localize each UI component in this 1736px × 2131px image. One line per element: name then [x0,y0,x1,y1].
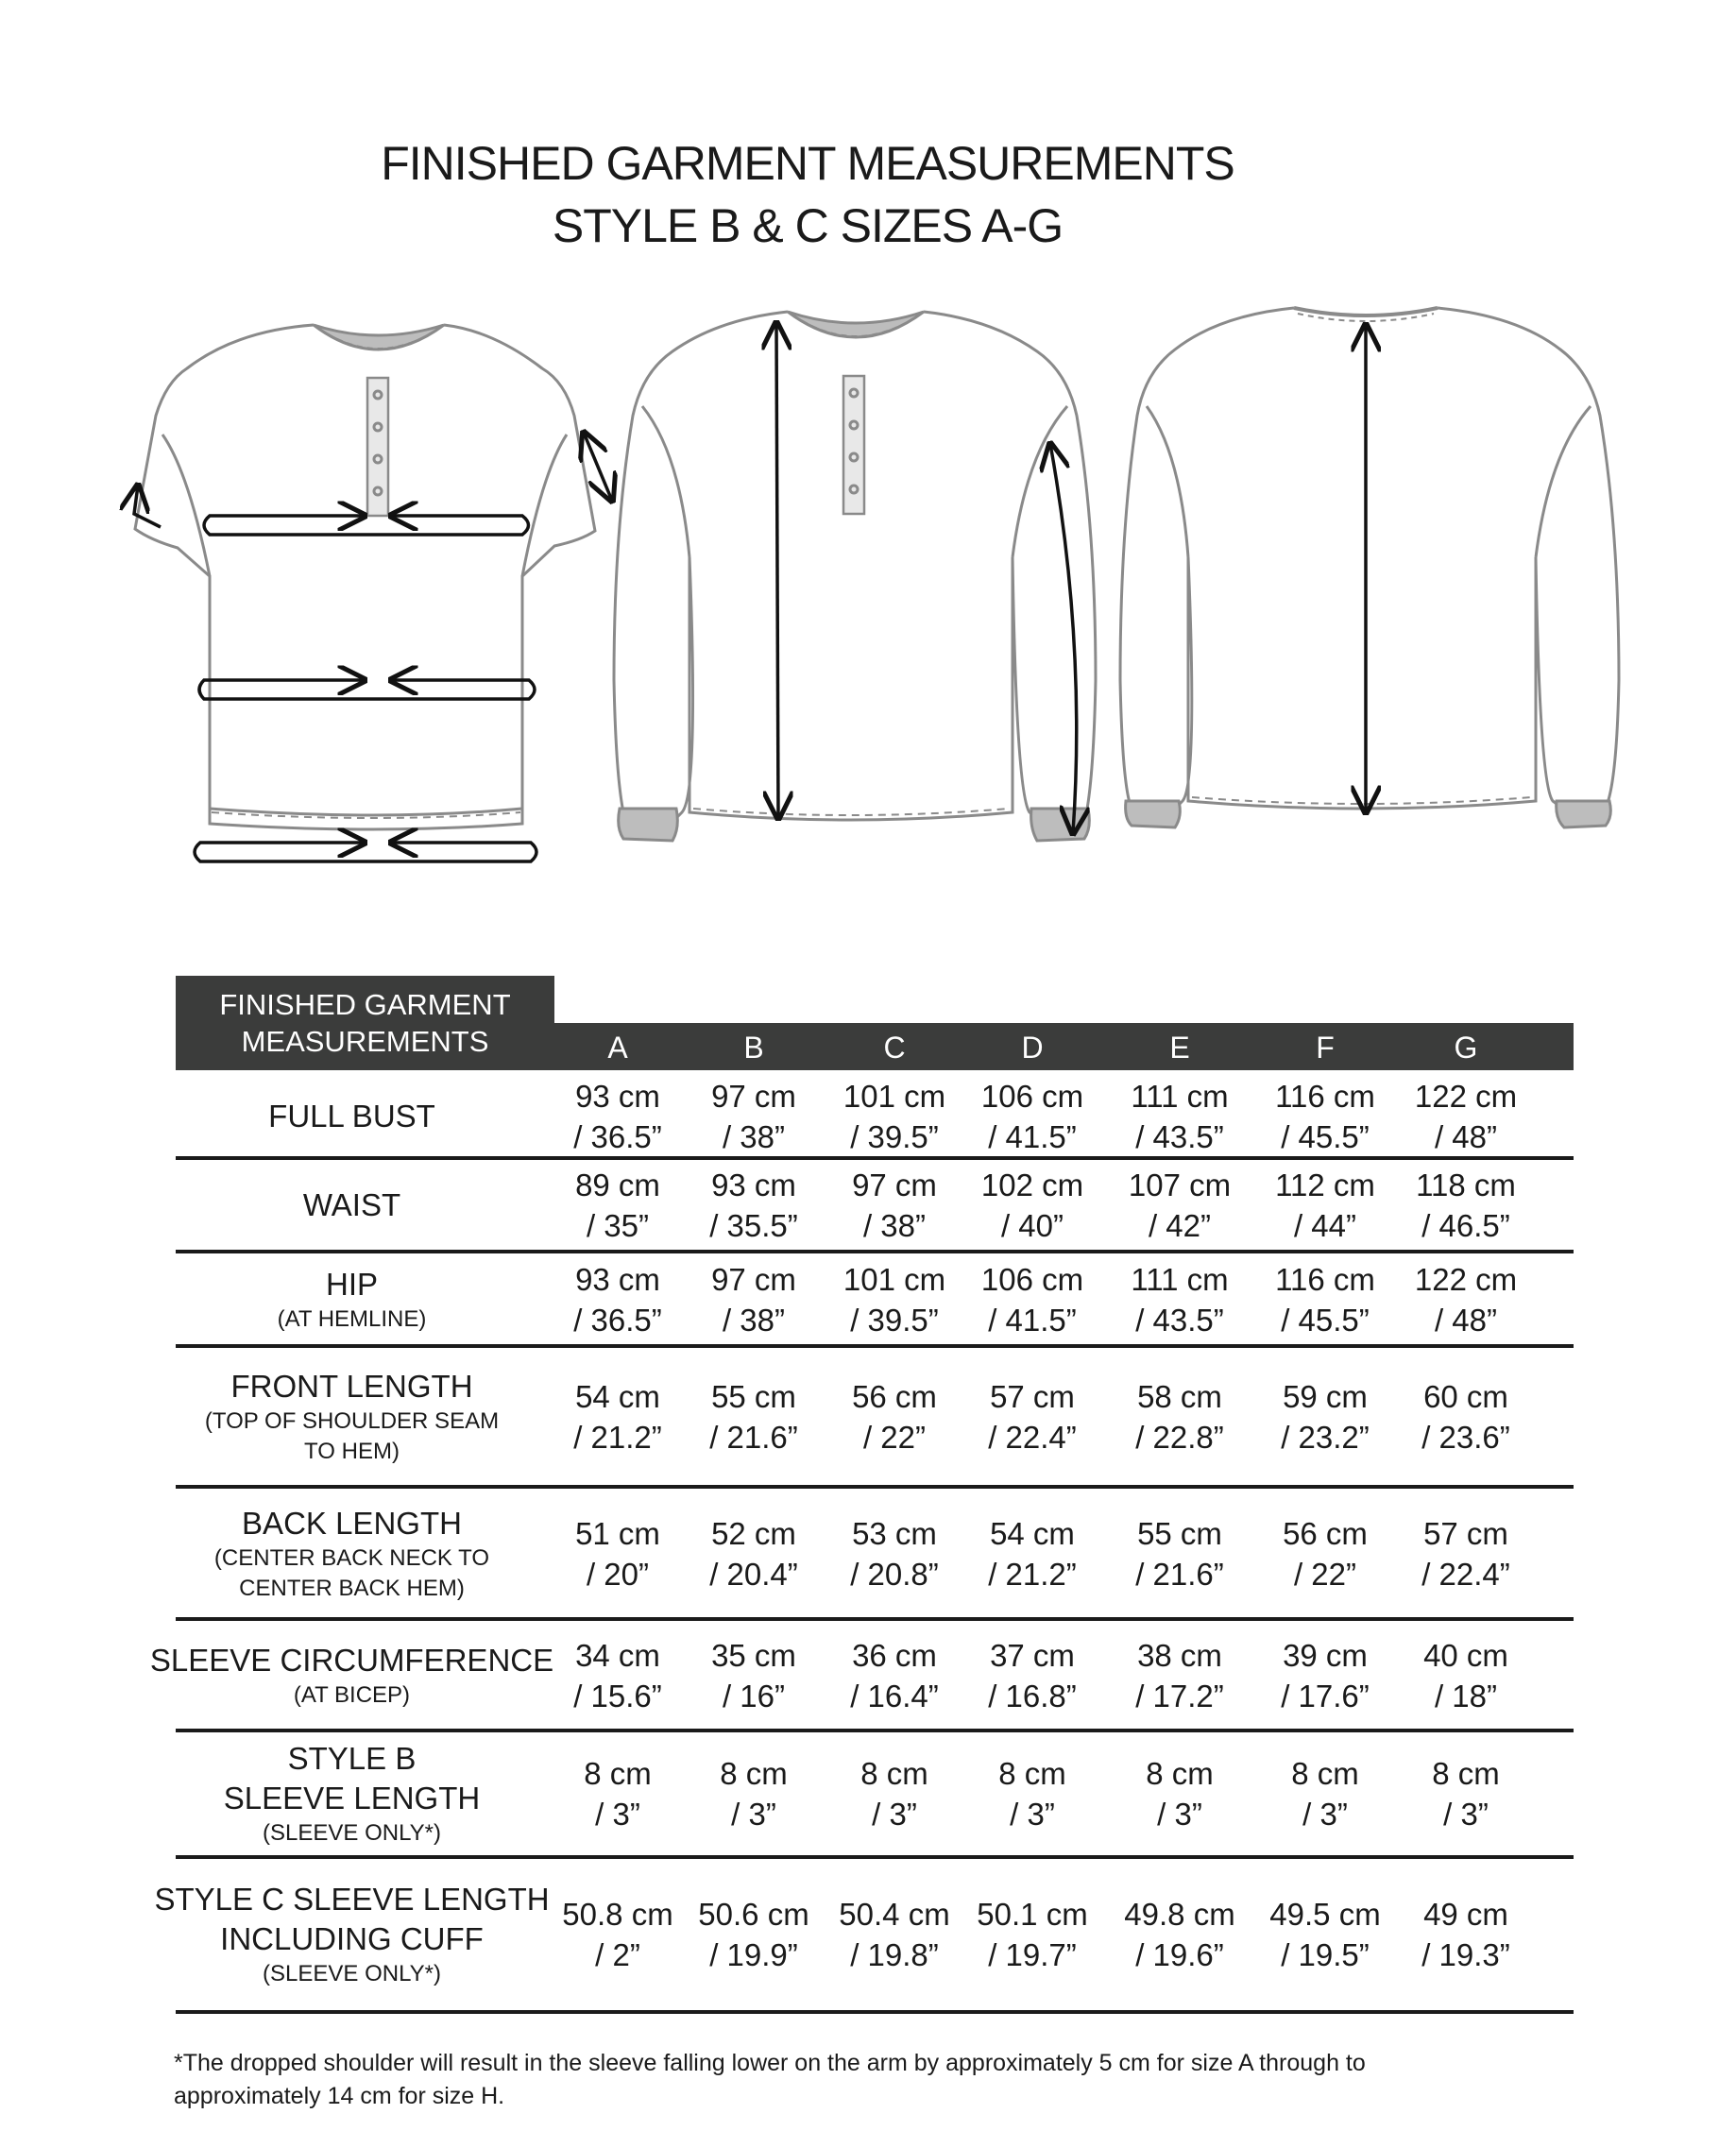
cell-inch: / 19.3” [1421,1937,1510,1972]
measurement-cell [1255,1076,1395,1156]
table-row [149,1622,1574,1729]
measurement-cell [1110,1160,1250,1250]
cell-cm: 93 cm [575,1078,660,1114]
cell-inch: / 19.9” [709,1937,798,1972]
row-label-main: SLEEVE LENGTH [223,1781,481,1816]
cell-cm: 58 cm [1137,1378,1222,1414]
style-c-back-flat [1120,308,1619,827]
cell-cm: 89 cm [575,1167,660,1202]
cell-cm: 8 cm [720,1756,788,1791]
measurement-cell [684,1076,824,1156]
cell-inch: / 46.5” [1421,1207,1510,1243]
cell-cm: 8 cm [998,1756,1066,1791]
cell-inch: / 3” [872,1797,917,1832]
measurement-cell [684,1859,824,2010]
measurement-cell [1396,1160,1536,1250]
cell-cm: 102 cm [980,1167,1084,1202]
cell-cm: 59 cm [1283,1378,1368,1414]
cell-cm: 36 cm [852,1637,937,1673]
cell-cm: 50.8 cm [562,1897,673,1932]
cell-inch: / 21.2” [988,1556,1077,1592]
measurement-cell [1110,1732,1250,1855]
cell-inch: / 36.5” [573,1118,662,1154]
measurement-cell [1110,1076,1250,1156]
cell-cm: 93 cm [711,1167,796,1202]
measurement-cell [1255,1160,1395,1250]
measurement-cell [825,1859,964,2010]
cell-cm: 37 cm [990,1637,1075,1673]
measurement-cell [684,1254,824,1344]
cell-cm: 38 cm [1137,1637,1222,1673]
cell-inch: / 19.8” [850,1937,939,1972]
row-label-sub: (SLEEVE ONLY*) [263,1820,441,1846]
cell-inch: / 20.4” [709,1556,798,1592]
measurement-cell [548,1076,688,1156]
cell-cm: 50.6 cm [698,1897,809,1932]
cell-inch: / 38” [862,1207,927,1243]
row-divider [176,1617,1574,1621]
table-header-label-line-2: MEASUREMENTS [241,1025,489,1058]
cell-inch: / 39.5” [850,1302,939,1338]
cell-cm: 51 cm [575,1515,660,1551]
row-label-main: WAIST [302,1186,401,1222]
cell-inch: / 20” [586,1556,650,1592]
cell-inch: / 48” [1434,1118,1498,1154]
cell-cm: 101 cm [842,1078,946,1114]
measurement-cell [825,1076,964,1156]
cell-inch: / 17.2” [1135,1678,1224,1713]
measurement-cell [962,1732,1102,1855]
measurement-cell [825,1490,964,1617]
cell-inch: / 19.7” [988,1937,1077,1972]
row-label-sub: (TOP OF SHOULDER SEAM [204,1407,500,1434]
table-header-label-line-1: FINISHED GARMENT [219,988,511,1021]
row-label-sub: (SLEEVE ONLY*) [263,1961,441,1986]
table-row [176,1490,1574,1617]
page-title [0,132,1615,257]
cell-inch: / 18” [1434,1678,1498,1713]
cell-inch: / 41.5” [988,1302,1077,1338]
cell-inch: / 23.6” [1421,1419,1510,1455]
cell-inch: / 2” [595,1937,640,1972]
cell-cm: 54 cm [990,1515,1075,1551]
style-c-measure-arrows [776,323,1077,833]
row-label [149,1622,554,1729]
measurement-cell [825,1622,964,1729]
cell-inch: / 20.8” [850,1556,939,1592]
row-label [154,1859,550,2010]
cell-inch: / 3” [1010,1797,1055,1832]
cell-inch: / 40” [1000,1207,1064,1243]
table-header-label [176,976,554,1070]
cell-inch: / 3” [595,1797,640,1832]
measurement-cell [1396,1859,1536,2010]
row-label-sub: (AT HEMLINE) [277,1305,427,1332]
table-row [176,1348,1574,1485]
table-row [154,1859,1574,2010]
measurement-cell [684,1348,824,1485]
measurement-cell [548,1732,688,1855]
measurement-cell [962,1490,1102,1617]
table-row [176,1732,1574,1855]
cell-cm: 8 cm [1146,1756,1214,1791]
cell-cm: 106 cm [980,1261,1084,1297]
size-header-d: D [1021,1031,1044,1065]
row-label-main: FRONT LENGTH [230,1368,473,1404]
cell-inch: / 16.4” [850,1678,939,1713]
row-label [176,1732,528,1855]
measurement-cell [962,1160,1102,1250]
cell-cm: 34 cm [575,1637,660,1673]
row-label [176,1254,528,1344]
garment-illustrations [0,283,1736,888]
cell-cm: 107 cm [1128,1167,1232,1202]
cell-inch: / 17.6” [1281,1678,1370,1713]
measurement-cell [1110,1622,1250,1729]
measurement-cell [684,1732,824,1855]
row-divider [176,1250,1574,1253]
measurement-cell [825,1254,964,1344]
measurement-cell [1396,1732,1536,1855]
cell-inch: / 3” [1443,1797,1489,1832]
measurement-cell [1255,1859,1395,2010]
style-b-front-flat [135,325,595,829]
size-header-f: F [1316,1031,1335,1065]
cell-cm: 101 cm [842,1261,946,1297]
cell-inch: / 16” [722,1678,786,1713]
cell-inch: / 22.4” [1421,1556,1510,1592]
cell-cm: 55 cm [711,1378,796,1414]
cell-cm: 35 cm [711,1637,796,1673]
row-label-main: INCLUDING CUFF [220,1921,484,1956]
cell-cm: 118 cm [1416,1167,1516,1202]
measurement-cell [548,1859,688,2010]
measurement-cell [1110,1254,1250,1344]
table-row [176,1076,1574,1156]
cell-cm: 122 cm [1414,1261,1518,1297]
cell-inch: / 21.6” [709,1419,798,1455]
cell-cm: 8 cm [1432,1756,1500,1791]
cell-cm: 97 cm [852,1167,937,1202]
cell-inch: / 15.6” [573,1678,662,1713]
measurement-cell [684,1622,824,1729]
row-label [176,1490,528,1617]
row-divider [176,2010,1574,2014]
measurement-cell [548,1254,688,1344]
cell-inch: / 43.5” [1135,1118,1224,1154]
cell-inch: / 21.6” [1135,1556,1224,1592]
cell-cm: 49.5 cm [1269,1897,1381,1932]
cell-cm: 8 cm [584,1756,652,1791]
cell-inch: / 36.5” [573,1302,662,1338]
row-label-main: HIP [325,1266,378,1302]
measurement-cell [1396,1254,1536,1344]
size-header-b: B [743,1031,764,1065]
cell-cm: 116 cm [1275,1078,1375,1114]
table-row [176,1254,1574,1344]
measurement-cell [684,1160,824,1250]
size-header-g: G [1454,1031,1478,1065]
cell-cm: 111 cm [1131,1261,1229,1297]
cell-inch: / 42” [1148,1207,1212,1243]
measurement-cell [1255,1732,1395,1855]
cell-cm: 57 cm [990,1378,1075,1414]
measurement-cell [1255,1348,1395,1485]
row-label-main: SLEEVE CIRCUMFERENCE [149,1642,554,1678]
cell-inch: / 35.5” [709,1207,798,1243]
measurement-cell [962,1859,1102,2010]
cell-cm: 97 cm [711,1078,796,1114]
cell-inch: / 16.8” [988,1678,1077,1713]
measurement-cell [1396,1076,1536,1156]
size-header-c: C [883,1031,906,1065]
row-label [176,1348,528,1485]
measurement-cell [1396,1348,1536,1485]
cell-cm: 122 cm [1414,1078,1518,1114]
cell-inch: / 19.6” [1135,1937,1224,1972]
cell-inch: / 45.5” [1281,1118,1370,1154]
title-line-1: FINISHED GARMENT MEASUREMENTS [381,137,1234,190]
cell-cm: 54 cm [575,1378,660,1414]
cell-cm: 60 cm [1423,1378,1508,1414]
row-label [176,1160,528,1250]
measurement-cell [1255,1490,1395,1617]
measurement-cell [1396,1622,1536,1729]
cell-inch: / 22.8” [1135,1419,1224,1455]
cell-inch: / 43.5” [1135,1302,1224,1338]
measurement-cell [684,1490,824,1617]
measurement-cell [548,1348,688,1485]
cell-inch: / 3” [1157,1797,1202,1832]
title-line-2: STYLE B & C SIZES A-G [552,199,1064,252]
measurement-cell [1110,1348,1250,1485]
measurement-cell [962,1348,1102,1485]
measurement-cell [1110,1490,1250,1617]
measurement-cell [1255,1622,1395,1729]
cell-inch: / 38” [722,1302,786,1338]
cell-inch: / 3” [1302,1797,1348,1832]
cell-cm: 56 cm [1283,1515,1368,1551]
cell-cm: 116 cm [1275,1261,1375,1297]
row-label [176,1076,528,1156]
row-label-main: STYLE B [287,1741,417,1776]
row-label-sub: (CENTER BACK NECK TO [213,1544,490,1571]
cell-inch: / 19.5” [1281,1937,1370,1972]
row-divider [176,1485,1574,1489]
cell-inch: / 22” [862,1419,927,1455]
cell-inch: / 22” [1293,1556,1357,1592]
cell-inch: / 39.5” [850,1118,939,1154]
measurement-cell [962,1076,1102,1156]
measurement-cell [1110,1859,1250,2010]
cell-cm: 50.4 cm [839,1897,950,1932]
cell-inch: / 3” [731,1797,776,1832]
cell-inch: / 23.2” [1281,1419,1370,1455]
size-header-a: A [607,1031,628,1065]
measurement-cell [962,1254,1102,1344]
cell-inch: / 22.4” [988,1419,1077,1455]
cell-cm: 40 cm [1423,1637,1508,1673]
size-header-e: E [1169,1031,1190,1065]
measurement-cell [548,1160,688,1250]
cell-cm: 39 cm [1283,1637,1368,1673]
cell-inch: / 21.2” [573,1419,662,1455]
table-row [176,1160,1574,1250]
row-label-main: BACK LENGTH [242,1505,462,1541]
cell-cm: 111 cm [1131,1078,1229,1114]
footnote: *The dropped shoulder will result in the sleeve falling lower on the arm by approximately 5 cm for size A through to approximately 14 cm for size H. [174,2050,1366,2109]
row-label-sub: CENTER BACK HEM) [239,1575,465,1601]
cell-cm: 56 cm [852,1378,937,1414]
measurement-cell [825,1732,964,1855]
measurement-cell [548,1622,688,1729]
measurement-cell [548,1490,688,1617]
cell-cm: 53 cm [852,1515,937,1551]
cell-inch: / 45.5” [1281,1302,1370,1338]
cell-cm: 112 cm [1275,1167,1375,1202]
cell-inch: / 44” [1293,1207,1357,1243]
cell-cm: 49 cm [1423,1897,1508,1932]
cell-inch: / 38” [722,1118,786,1154]
cell-inch: / 48” [1434,1302,1498,1338]
measurement-cell [825,1160,964,1250]
row-label-sub: (AT BICEP) [293,1681,411,1708]
cell-cm: 97 cm [711,1261,796,1297]
style-c-front-flat [614,312,1096,841]
measurement-cell [1396,1490,1536,1617]
cell-cm: 50.1 cm [977,1897,1088,1932]
cell-cm: 8 cm [1291,1756,1359,1791]
cell-inch: / 35” [586,1207,650,1243]
measurement-cell [962,1622,1102,1729]
cell-cm: 49.8 cm [1124,1897,1235,1932]
cell-cm: 93 cm [575,1261,660,1297]
cell-cm: 55 cm [1137,1515,1222,1551]
row-label-sub: TO HEM) [304,1438,400,1464]
cell-cm: 106 cm [980,1078,1084,1114]
row-label-main: FULL BUST [268,1098,435,1134]
cell-cm: 52 cm [711,1515,796,1551]
row-label-main: STYLE C SLEEVE LENGTH [154,1882,550,1917]
measurement-cell [825,1348,964,1485]
cell-inch: / 41.5” [988,1118,1077,1154]
cell-cm: 57 cm [1423,1515,1508,1551]
measurement-cell [1255,1254,1395,1344]
cell-cm: 8 cm [860,1756,928,1791]
